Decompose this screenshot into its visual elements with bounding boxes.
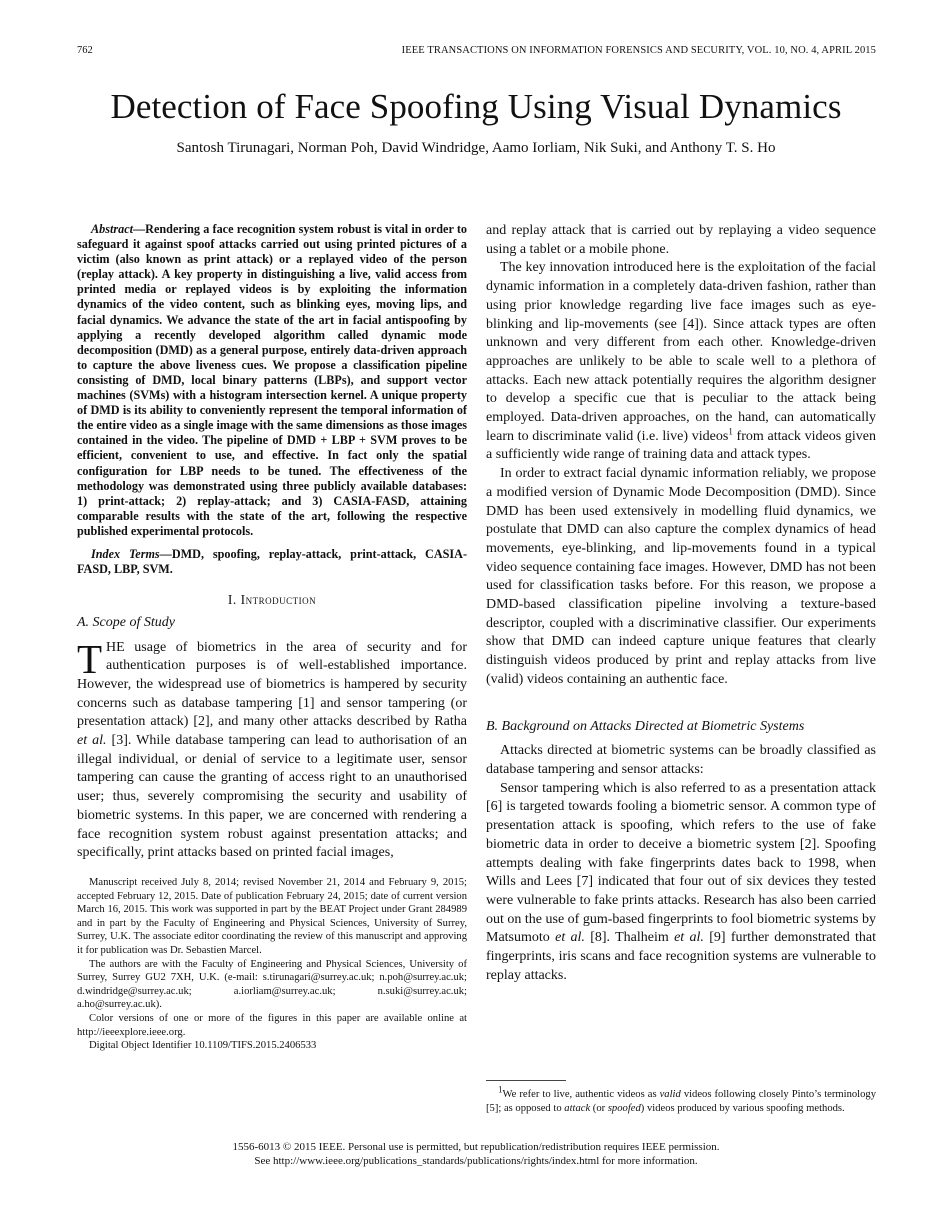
index-terms-text: DMD, spoofing, replay-attack, print-attack, CASIA-FASD, LBP, SVM. [77, 546, 467, 577]
page-number: 762 [77, 45, 93, 56]
paper-title: Detection of Face Spoofing Using Visual Dynamics [110, 87, 842, 126]
footnote-1-attack: attack [564, 1102, 591, 1114]
footnote-color: Color versions of one or more of the figures in this paper are available online at http://ieeexplore.ieee.org. [77, 1012, 467, 1038]
paragraph-sensor [486, 780, 876, 986]
abstract-label: Abstract— [91, 222, 146, 236]
sensor-et-al-2: et al. [674, 930, 704, 946]
sensor-text-a: Sensor tampering which is also referred to as a presentation attack [6] is targeted towards fooling a biometric sensor. A common type of presentation attack is spoofing, which refers to the use of fake biometric data in order to deceive a biometric system [2]. Spoofing attempts dealing with fake fingerprints dates back to 1998, when Wills and Lees [7] indicated that four out of six devices they tested were vulnerable to fake prints attacks. Research has also been carried out on the use of gum-based fingerprints to fool biometric systems by Matsumoto [486, 780, 876, 946]
abstract [77, 222, 467, 539]
paragraph-innovation [486, 259, 876, 465]
innovation-text-a: The key innovation introduced here is the exploitation of the facial dynamic information in a completely data-driven fashion, rather than using prior knowledge regarding live face images such as eye-blinking and lip-movements (see [4]). Since attack types are often unknown and very different from each other. Knowledge-driven approaches are unlikely to be able to scale well to a plethora of attacks. Each new attack potentially requires the algorithm designer to develop a specific cue that is peculiar to the attack being employed. Data-driven approaches, on the hand, can automatically learn to discriminate valid (i.e. live) videos [486, 260, 876, 444]
right-column [486, 222, 876, 985]
subsection-heading-scope: A. Scope of Study [77, 614, 175, 630]
innovation-text-b: from attack videos given a sufficiently wide range of training data and attack types. [486, 428, 876, 463]
footnote-1-spoofed: spoofed [607, 1102, 641, 1114]
footnote-1-text-b: videos following closely Pinto’s terminology [5]; as opposed to [486, 1089, 877, 1114]
footnote-block [77, 876, 467, 1053]
sensor-et-al-1: et al. [555, 930, 585, 946]
intro-et-al: et al. [77, 733, 107, 749]
copyright-line-2: See http://www.ieee.org/publications_standards/publications/rights/index.html for more information. [254, 1155, 698, 1167]
footnote-manuscript: Manuscript received July 8, 2014; revised November 21, 2014 and February 9, 2015; accepted February 12, 2015. Date of publication February 24, 2015; date of current version March 16, 2015. This work was supported in part by the BEAT Project under Grant 284989 and in part by the Faculty of Engineering and Physical Sciences, University of Surrey, Surrey, U.K. The associate editor coordinating the review of this manuscript and approving it for publication was Dr. Sebastien Marcel. [77, 877, 467, 956]
abstract-text: Rendering a face recognition system robust is vital in order to safeguard it against spoof attacks carried out using printed pictures of a victim (also known as print attack) or a replayed video of the person (replay attack). A key property in distinguishing a live, valid access from printed media or replayed videos is by exploiting the information dynamics of the video content, such as blinking eyes, moving lips, and facial dynamics. We advance the state of the art in facial antispoofing by applying a recently developed algorithm called dynamic mode decomposition (DMD) as a general purpose, entirely data-driven approach to capture the above liveness cues. We propose a classification pipeline consisting of DMD, local binary patterns (LBPs), and support vector machines (SVMs) with a histogram intersection kernel. A unique property of DMD is its ability to conveniently represent the temporal information of the entire video as a single image with the same dimensions as those images contained in the video. The pipeline of DMD + LBP + SVM proves to be efficient, convenient to use, and effective. In fact only the spatial configuration for LBP needs to be tuned. The effectiveness of the methodology was demonstrated using three publicly available databases: 1) print-attack; 2) replay-attack; and 3) CASIA-FASD, attaining comparable results with the state of the art, following the respective published experimental protocols. [77, 222, 467, 538]
footnote-1-text-c: (or [590, 1102, 608, 1114]
left-column [77, 222, 467, 1053]
footnote-1-text-a: We refer to live, authentic videos as [502, 1089, 660, 1100]
section-heading-introduction: I. Introduction [227, 592, 317, 608]
subsection-heading-background: B. Background on Attacks Directed at Biometric Systems [486, 718, 805, 734]
index-terms-label: Index Terms— [91, 546, 172, 561]
sensor-text-c: [9] further demonstrated that fingerprints, iris scans and face recognition systems are vulnerable to replay attacks. [486, 930, 876, 983]
running-head: IEEE TRANSACTIONS ON INFORMATION FORENSICS AND SECURITY, VOL. 10, NO. 4, APRIL 2015 [401, 45, 876, 56]
footnote-authors: The authors are with the Faculty of Engineering and Physical Sciences, University of Surrey, Surrey GU2 7XH, U.K. (e-mail: s.tirunagari@surrey.ac.uk; n.poh@surrey.ac.uk; d.windridge@surrey.ac.uk; a.iorliam@surrey.ac.uk; n.suki@surrey.ac.uk; a.ho@surrey.ac.uk). [77, 958, 467, 1011]
copyright-line-1: 1556-6013 © 2015 IEEE. Personal use is permitted, but republication/redistribution requires IEEE permission. [232, 1141, 720, 1153]
copyright-notice [0, 1140, 952, 1168]
footnote-1 [486, 1084, 877, 1115]
index-terms [77, 547, 467, 577]
footnote-1-mark: 1 [498, 1084, 503, 1095]
intro-text-b: [3]. While database tampering can lead to authorisation of an illegal individual, or denial of service to a legitimate user, sensor tampering can cause the granting of access right to an unauthorised user; thus, severely compromising the security and usability of biometric systems. In this paper, we are concerned with rendering a face recognition system robust against presentation attacks; and specifically, print attacks based on printed facial images, [77, 733, 467, 861]
sensor-text-b: [8]. Thalheim [584, 930, 675, 946]
paragraph-replay: and replay attack that is carried out by replaying a video sequence using a tablet or a mobile phone. [486, 223, 876, 257]
paragraph-attacks: Attacks directed at biometric systems can be broadly classified as database tampering and sensor attacks: [486, 743, 876, 777]
footnote-marker: 1 [728, 426, 733, 437]
footnote-1-text-d: ) videos produced by various spoofing methods. [640, 1102, 845, 1114]
author-list: Santosh Tirunagari, Norman Poh, David Windridge, Aamo Iorliam, Nik Suki, and Anthony T. S. Ho [176, 140, 776, 156]
footnote-rule [486, 1080, 566, 1081]
footnote-1-valid: valid [659, 1089, 681, 1100]
intro-text-a: THE usage of biometrics in the area of security and for authentication purposes is of well-established importance. However, the widespread use of biometrics is hampered by security concerns such as database tampering [1] and sensor tampering (or presentation attack) [2], and many other attacks described by Ratha [77, 635, 467, 730]
intro-paragraph [77, 635, 467, 863]
footnote-doi: Digital Object Identifier 10.1109/TIFS.2015.2406533 [89, 1040, 317, 1052]
paragraph-dmd: In order to extract facial dynamic information reliably, we propose a modified version of Dynamic Mode Decomposition (DMD). Since DMD has been used extensively in modelling fluid dynamics, we postulate that DMD can also capture the complex dynamics of head movements, eye-blinking, and lip-movements found in a typical video sequence containing face images. However, DMD has not been used for classification tasks before. For this reason, we propose a DMD-based classification pipeline involving a texture-based descriptor, coupled with a discriminative classifier. Our experiments show that DMD can indeed capture unique features that clearly distinguish videos produced by print and replay attacks from live (valid) videos containing an authentic face. [486, 466, 876, 687]
